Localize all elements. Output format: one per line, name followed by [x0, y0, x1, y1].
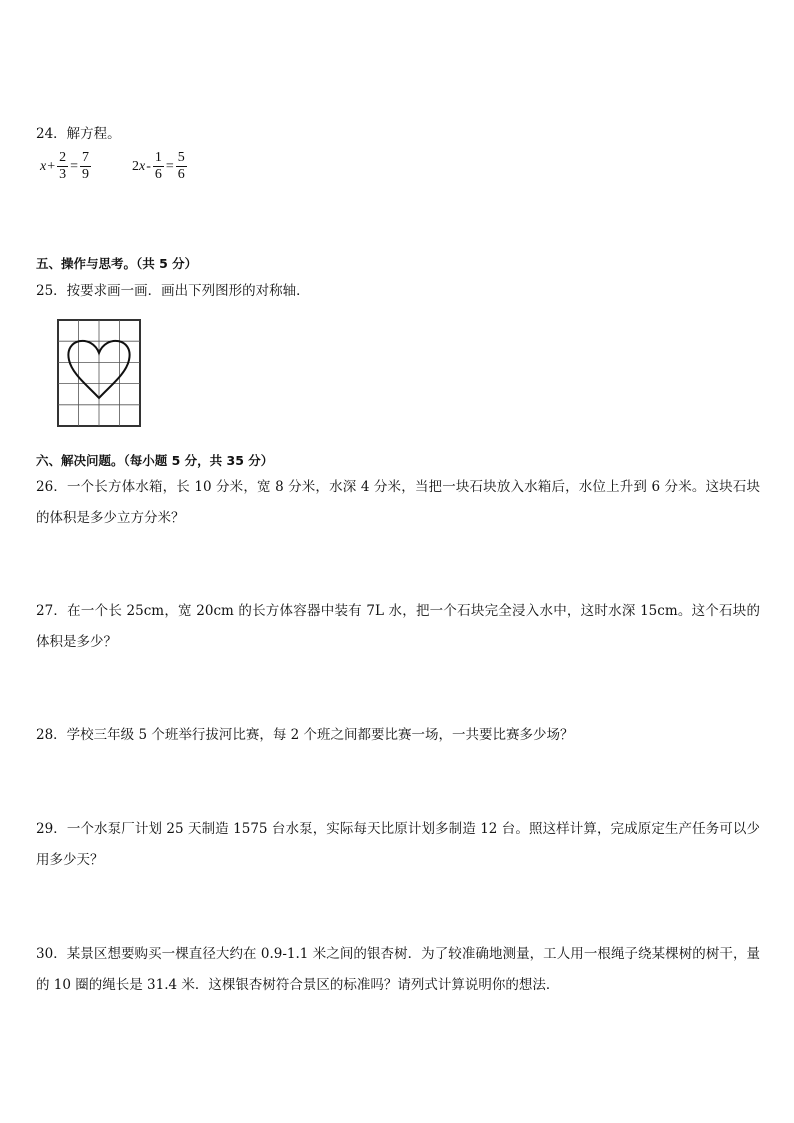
q25-text: 25．按要求画一画．画出下列图形的对称轴．: [36, 283, 310, 299]
eq2-denominator-left: 6: [154, 167, 162, 182]
q30-text: 30．某景区想要购买一棵直径大约在 0.9-1.1 米之间的银杏树．为了较准确地测量，工人用一根绳子绕某棵树的树干，量的 10 圈的绳长是 31.4 米．这棵银杏树符合景区的标准吗？请列式计算说明你的想法．: [36, 946, 760, 993]
eq1-plus: +: [47, 158, 56, 174]
eq1-equals: =: [70, 158, 79, 174]
eq2-coefficient: 2: [132, 158, 139, 174]
q28-text: 28．学校三年级 5 个班举行拔河比赛，每 2 个班之间都要比赛一场，一共要比赛多少场？: [36, 727, 574, 743]
eq1-denominator-left: 3: [59, 167, 67, 182]
eq1-variable: x: [40, 158, 47, 174]
eq2-variable: x: [139, 158, 146, 174]
q27-text: 27．在一个长 25cm，宽 20cm 的长方体容器中装有 7L 水，把一个石块完全浸入水中，这时水深 15cm。这个石块的体积是多少？: [36, 603, 760, 650]
q24-label: 24．解方程。: [36, 126, 121, 142]
eq1-numerator-left: 2: [59, 150, 67, 165]
equation-1: [40, 150, 92, 183]
eq1-numerator-right: 7: [82, 150, 90, 165]
eq2-minus: -: [146, 158, 151, 174]
eq2-equals: =: [165, 158, 174, 174]
grid-lines: [58, 320, 140, 426]
eq2-numerator-right: 5: [177, 150, 185, 165]
section-5-title: 五、操作与思考。（共 5 分）: [36, 256, 198, 271]
eq1-fraction-left: [57, 150, 68, 183]
q26-text: 26．一个长方体水箱，长 10 分米，宽 8 分米，水深 4 分米，当把一块石块放入水箱后，水位上升到 6 分米。这块石块的体积是多少立方分米？: [36, 479, 760, 526]
q29-text: 29．一个水泵厂计划 25 天制造 1575 台水泵，实际每天比原计划多制造 12 台。照这样计算，完成原定生产任务可以少用多少天？: [36, 821, 760, 868]
eq2-fraction-left: [153, 150, 164, 183]
eq2-denominator-right: 6: [177, 167, 185, 182]
equation-2: [132, 150, 188, 183]
heart-grid-figure: [56, 318, 142, 428]
eq1-denominator-right: 9: [82, 167, 90, 182]
eq1-fraction-right: [80, 150, 91, 183]
eq2-fraction-right: [176, 150, 187, 183]
eq2-numerator-left: 1: [154, 150, 162, 165]
section-6-title: 六、解决问题。（每小题 5 分，共 35 分）: [36, 453, 274, 468]
